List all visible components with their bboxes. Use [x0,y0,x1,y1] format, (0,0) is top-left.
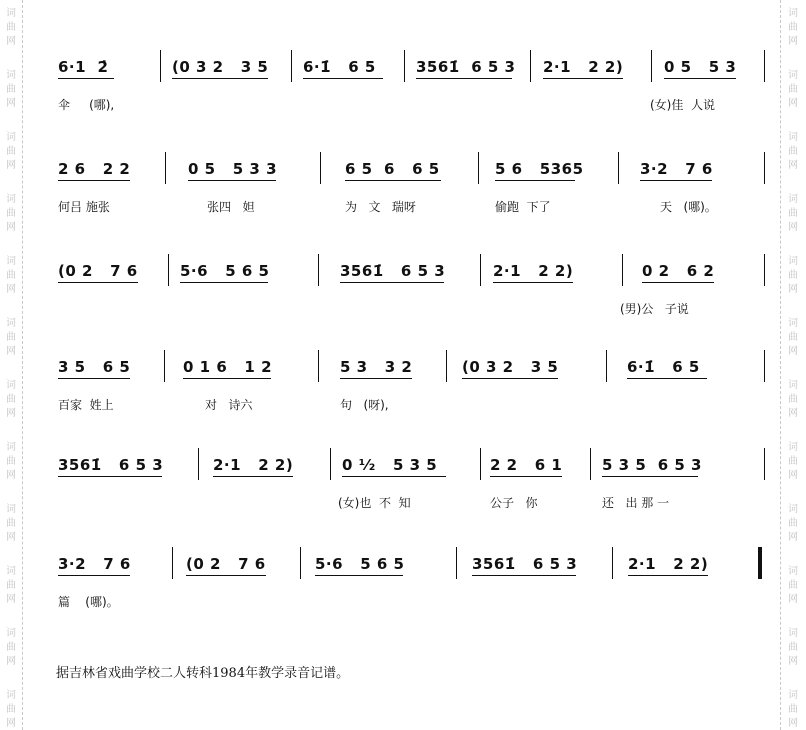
barline [172,547,173,579]
watermark-glyph: 词 [6,380,16,391]
barline [618,152,619,184]
watermark-glyph: 词 [788,380,798,391]
barline [456,547,457,579]
watermark-glyph: 网 [788,408,798,419]
watermark-glyph: 词 [6,442,16,453]
beam-line [58,282,138,283]
lyric-text: 对 诗六 [205,398,253,412]
measure-notes: 5·6 5 6 5 [315,555,405,573]
barline [404,50,405,82]
lyric-text: 为 文 瑞呀 [345,200,416,214]
measure-notes: 3·2 7 6 [58,555,131,573]
watermark-glyph: 曲 [6,332,16,343]
watermark-glyph: 词 [6,256,16,267]
final-barline [758,547,762,579]
beam-line [628,575,708,576]
watermark-glyph: 网 [6,408,16,419]
watermark-glyph: 曲 [788,84,798,95]
watermark-glyph: 词 [6,8,16,19]
watermark-glyph: 词 [6,566,16,577]
lyric-text: (男)公 子说 [620,302,689,316]
lyric-text: 何吕 施张 [58,200,110,214]
beam-line [58,78,114,79]
measure-notes: 2 6 2 2 [58,160,131,178]
measure-notes: 2 2 6 1 [490,456,563,474]
lyric-text: 公子 你 [490,496,538,510]
measure-notes: 3561̇ 6 5 3 [340,262,446,280]
barline [478,152,479,184]
watermark-glyph: 曲 [788,332,798,343]
beam-line [640,180,712,181]
watermark-glyph: 曲 [6,580,16,591]
lyric-text: 句 (呀), [340,398,389,412]
beam-line [186,575,266,576]
barline [622,254,623,286]
watermark-glyph: 网 [6,160,16,171]
watermark-glyph: 网 [6,532,16,543]
beam-line [642,282,714,283]
barline [198,448,199,480]
watermark-glyph: 词 [788,8,798,19]
barline [606,350,607,382]
watermark-glyph: 词 [788,194,798,205]
watermark-glyph: 网 [788,594,798,605]
barline [764,50,765,82]
watermark-glyph: 网 [788,160,798,171]
measure-notes: 3561̇ 6 5 3 [472,555,578,573]
beam-line [462,378,558,379]
watermark-glyph: 词 [6,690,16,701]
watermark-glyph: 曲 [788,456,798,467]
barline [764,152,765,184]
lyric-text: 篇 (哪)。 [58,595,119,609]
beam-line [416,78,512,79]
measure-notes: 6·1̇ 6 5 [627,358,700,376]
barline [318,350,319,382]
beam-line [58,378,130,379]
barline [764,254,765,286]
lyric-text: 还 出 那 一 [602,496,670,510]
watermark-glyph: 词 [6,132,16,143]
watermark-glyph: 网 [788,718,798,729]
watermark-glyph: 曲 [6,208,16,219]
measure-notes: 3 5 6 5 [58,358,131,376]
barline [480,448,481,480]
measure-notes: (0 3 2 3 5 [462,358,559,376]
measure-notes: 0 5 5 3 3 [188,160,278,178]
lyric-text: 百家 姓上 [58,398,114,412]
beam-line [172,78,268,79]
beam-line [315,575,403,576]
watermark-glyph: 曲 [788,22,798,33]
watermark-glyph: 网 [788,36,798,47]
measure-notes: 5 3 5 6 5 3 [602,456,702,474]
watermark-glyph: 曲 [788,642,798,653]
barline [480,254,481,286]
watermark-glyph: 曲 [788,146,798,157]
barline [300,547,301,579]
watermark-glyph: 曲 [788,394,798,405]
beam-line [493,282,573,283]
watermark-glyph: 曲 [788,580,798,591]
watermark-glyph: 词 [788,442,798,453]
beam-line [188,180,276,181]
beam-line [183,378,271,379]
watermark-glyph: 网 [6,470,16,481]
measure-notes: 0 ¹⁄₂ 5 3 5 [342,456,438,474]
watermark-glyph: 词 [788,318,798,329]
measure-notes: 2·1 2 2) [213,456,294,474]
barline [165,152,166,184]
source-footnote: 据吉林省戏曲学校二人转科1984年教学录音记谱。 [56,666,350,681]
watermark-glyph: 网 [6,656,16,667]
measure-notes: 0 1 6 1 2 [183,358,273,376]
beam-line [58,476,162,477]
beam-line [345,180,441,181]
barline [590,448,591,480]
measure-notes: 3·2 7 6 [640,160,713,178]
watermark-glyph: 网 [6,98,16,109]
watermark-glyph: 词 [788,504,798,515]
watermark-glyph: 曲 [6,704,16,715]
barline [764,448,765,480]
measure-notes: (0 2 7 6 [58,262,138,280]
beam-line [58,180,130,181]
lyric-text: 伞 (哪), [58,98,115,112]
watermark-glyph: 网 [788,346,798,357]
watermark-glyph: 网 [788,98,798,109]
beam-line [342,476,446,477]
barline [530,50,531,82]
watermark-glyph: 曲 [6,456,16,467]
beam-line [472,575,576,576]
measure-notes: 2·1 2 2) [628,555,709,573]
watermark-glyph: 网 [6,594,16,605]
watermark-glyph: 词 [788,132,798,143]
barline [164,350,165,382]
watermark-glyph: 词 [6,70,16,81]
beam-line [495,180,575,181]
beam-line [340,282,444,283]
beam-line [543,78,623,79]
watermark-glyph: 网 [788,532,798,543]
beam-line [340,378,412,379]
barline [651,50,652,82]
watermark-glyph: 词 [6,194,16,205]
watermark-glyph: 网 [788,656,798,667]
watermark-glyph: 曲 [6,146,16,157]
watermark-glyph: 网 [6,36,16,47]
watermark-glyph: 网 [6,284,16,295]
barline [612,547,613,579]
barline [764,350,765,382]
beam-line [303,78,383,79]
barline [446,350,447,382]
watermark-glyph: 网 [788,470,798,481]
lyric-text: (女)佳 人说 [650,98,715,112]
measure-notes: 5 3 3 2 [340,358,413,376]
beam-line [490,476,562,477]
beam-line [602,476,698,477]
beam-line [627,378,707,379]
watermark-glyph: 词 [6,318,16,329]
watermark-glyph: 曲 [6,22,16,33]
watermark-glyph: 曲 [788,518,798,529]
lyric-text: 偷跑 下了 [495,200,551,214]
watermark-glyph: 曲 [788,704,798,715]
lyric-text: 天 (哪)。 [660,200,717,214]
watermark-glyph: 词 [6,628,16,639]
watermark-glyph: 网 [6,346,16,357]
beam-line [180,282,268,283]
watermark-glyph: 曲 [788,270,798,281]
measure-notes: 3561̇ 6 5 3 [58,456,164,474]
left-margin-line [22,0,23,730]
watermark-glyph: 词 [788,690,798,701]
measure-notes: 0 5 5 3 [664,58,737,76]
measure-notes: 3561̇ 6 5 3 [416,58,516,76]
barline [160,50,161,82]
beam-line [213,476,293,477]
watermark-glyph: 曲 [6,518,16,529]
left-watermark-margin [0,0,22,730]
watermark-glyph: 词 [788,628,798,639]
barline [318,254,319,286]
measure-notes: 6 5 6 6 5 [345,160,440,178]
barline [330,448,331,480]
measure-notes: 2·1 2 2) [493,262,574,280]
barline [291,50,292,82]
measure-notes: 6·1 2̇ [58,58,109,76]
lyric-text: 张四 妲 [207,200,255,214]
watermark-glyph: 网 [6,222,16,233]
watermark-glyph: 词 [788,256,798,267]
measure-notes: (0 2 7 6 [186,555,266,573]
watermark-glyph: 词 [788,70,798,81]
measure-notes: 0 2 6 2 [642,262,715,280]
beam-line [58,575,130,576]
lyric-text: (女)也 不 知 [338,496,411,510]
barline [320,152,321,184]
measure-notes: 6·1̇ 6 5 [303,58,376,76]
beam-line [664,78,736,79]
measure-notes: (0 3 2 3 5 [172,58,269,76]
watermark-glyph: 曲 [788,208,798,219]
measure-notes: 2·1 2 2) [543,58,624,76]
measure-notes: 5 6 5365 [495,160,584,178]
watermark-glyph: 网 [788,222,798,233]
watermark-glyph: 曲 [6,642,16,653]
right-watermark-margin [780,0,806,730]
barline [168,254,169,286]
watermark-glyph: 词 [6,504,16,515]
watermark-glyph: 曲 [6,394,16,405]
watermark-glyph: 网 [788,284,798,295]
watermark-glyph: 网 [6,718,16,729]
right-margin-line [780,0,781,730]
watermark-glyph: 词 [788,566,798,577]
watermark-glyph: 曲 [6,84,16,95]
measure-notes: 5·6 5 6 5 [180,262,270,280]
watermark-glyph: 曲 [6,270,16,281]
